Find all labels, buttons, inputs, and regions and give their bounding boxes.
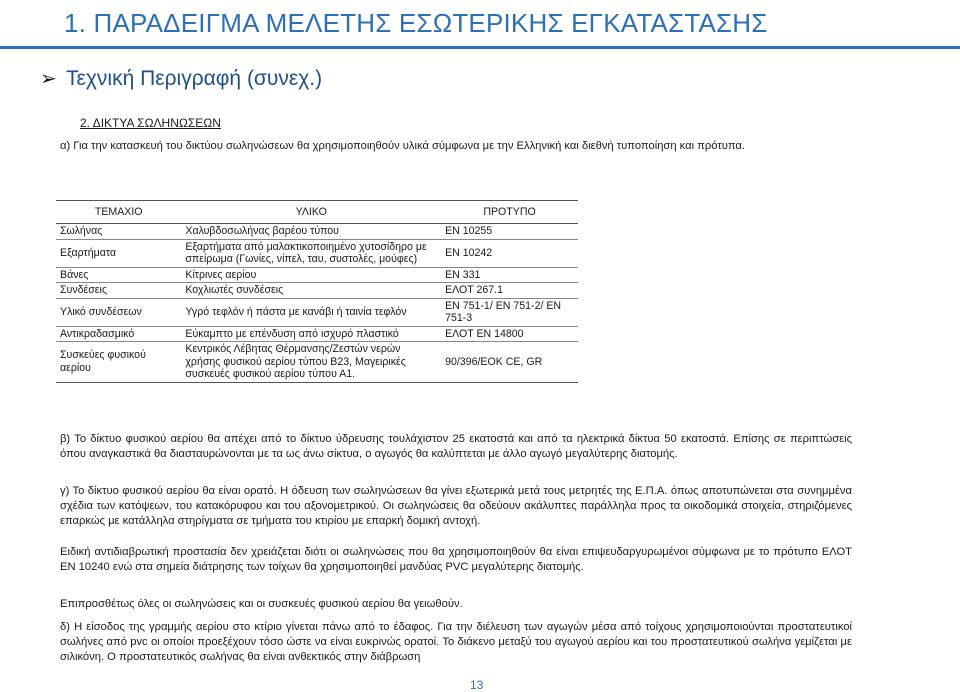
table-cell: EN 331 bbox=[441, 267, 578, 283]
header-item: ΤΕΜΑΧΙΟ bbox=[56, 201, 181, 224]
header-material: ΥΛΙΚΟ bbox=[181, 201, 441, 224]
section-heading: 2. ΔΙΚΤΥΑ ΣΩΛΗΝΩΣΕΩΝ bbox=[80, 116, 221, 130]
table-cell: Κοχλιωτές συνδέσεις bbox=[181, 283, 441, 299]
table-row bbox=[56, 326, 578, 342]
table-header-row bbox=[56, 201, 578, 224]
header-standard: ΠΡΟΤΥΠΟ bbox=[441, 201, 578, 224]
table-cell: Χαλυβδοσωλήνας βαρέου τύπου bbox=[181, 224, 441, 240]
table-cell: Υγρό τεφλόν ή πάστα με κανάβι ή ταινία τεφλόν bbox=[181, 298, 441, 326]
table-cell: 90/396/ΕΟΚ CE, GR bbox=[441, 342, 578, 383]
table-cell: Σωλήνας bbox=[56, 224, 181, 240]
subtitle-text: Τεχνική Περιγραφή (συνεχ.) bbox=[66, 67, 323, 90]
table-cell: Υλικό συνδέσεων bbox=[56, 298, 181, 326]
paragraph-grounding: Επιπροσθέτως όλες οι σωληνώσεις και οι συσκευές φυσικού αερίου θα γειωθούν. bbox=[60, 598, 463, 610]
materials-table bbox=[56, 200, 578, 383]
table-cell: EN 10242 bbox=[441, 239, 578, 267]
table-row bbox=[56, 283, 578, 299]
table-cell: EN 751-1/ EN 751-2/ EN 751-3 bbox=[441, 298, 578, 326]
paragraph-c: γ) Το δίκτυο φυσικού αερίου θα είναι ορατό. Η όδευση των σωληνώσεων θα γίνει εξωτερικά μετά τους μετρητές της Ε.Π.Α. όπως αποτυπώνεται στα συνημμένα σχέδια των κατόψεων, του κατακόρυφου και του αξονομετρικού. Οι σωληνώσεις θα οδεύουν ακάλυπτες παράλληλα προς τα οικοδομικά στοιχεία, στηριζόμενες επαρκώς με κατάλληλα στηρίγματα σε τμήματα του κτιρίου με επαρκή δομική αντοχή. bbox=[60, 485, 852, 527]
table-row bbox=[56, 267, 578, 283]
paragraph-b: β) Το δίκτυο φυσικού αερίου θα απέχει από το δίκτυο ύδρευσης τουλάχιστον 25 εκατοστά και από τα ηλεκτρικά δίκτυα 50 εκατοστά. Επίσης σε περιπτώσεις όπου αναγκαστικά θα διασταυρώνονται με τα ως άνω σίκτυα, ο αγωγός θα καλύπτεται με άλλο αγωγό μεγαλύτερης διατομής. bbox=[60, 433, 852, 460]
table-cell: Κεντρικός Λέβητας Θέρμανσης/Ζεστών νερών χρήσης φυσικού αερίου τύπου Β23, Μαγειρικές συσκευές φυσικού αερίου τύπου Α1. bbox=[181, 342, 441, 383]
page-number: 13 bbox=[470, 678, 484, 692]
table-cell: ΕΛΟΤ 267.1 bbox=[441, 283, 578, 299]
table-cell: Κίτρινες αερίου bbox=[181, 267, 441, 283]
title-underline bbox=[0, 46, 960, 49]
table-row bbox=[56, 342, 578, 383]
table-cell: Εύκαμπτο με επένδυση από ισχυρό πλαστικό bbox=[181, 326, 441, 342]
table-cell: Εξαρτήματα από μαλακτικοποιημένο χυτοσίδηρο με σπείρωμα (Γωνίες, νίπελ, ταυ, συστολές, μούφες) bbox=[181, 239, 441, 267]
table-row bbox=[56, 239, 578, 267]
subtitle bbox=[40, 66, 322, 91]
paragraph-protection: Ειδική αντιδιαβρωτική προστασία δεν χρειάζεται διότι οι σωληνώσεις που θα χρησιμοποιηθούν θα είναι επιψευδαργυρωμένοι σύμφωνα με το πρότυπο ΕΛΟΤ EN 10240 ενώ στα σημεία διάτρησης των τοίχων θα χρησιμοποιηθεί μανδύας PVC μεγαλύτερης διατομής. bbox=[60, 546, 852, 573]
paragraph-a: α) Για την κατασκευή του δικτύου σωληνώσεων θα χρησιμοποιηθούν υλικά σύμφωνα με την Ελληνική και διεθνή τυποποίηση και πρότυπα. bbox=[60, 140, 745, 152]
table-row bbox=[56, 224, 578, 240]
table-cell: Εξαρτήματα bbox=[56, 239, 181, 267]
paragraph-d: δ) Η είσοδος της γραμμής αερίου στο κτίριο γίνεται πάνω από το έδαφος. Για την διέλευση των αγωγών μέσα από τοίχους χρησιμοποιούνται προστατευτικοί σωλήνες από pvc οι οποίοι προεξέχουν τόσο ώστε να είναι ευκρινώς ορατοί. Το διάκενο μεταξύ του αγωγού αερίου και του προστατευτικού σωλήνα γεμίζεται με σιλικόνη. Ο προστατευτικός σωλήνας θα είναι ανθεκτικός στην διάβρωση bbox=[60, 621, 852, 663]
page-title: 1. ΠΑΡΑΔΕΙΓΜΑ ΜΕΛΕΤΗΣ ΕΣΩΤΕΡΙΚΗΣ ΕΓΚΑΤΑΣΤΑΣΗΣ bbox=[64, 8, 768, 38]
table-cell: Συσκεύες φυσικού αερίου bbox=[56, 342, 181, 383]
table-row bbox=[56, 298, 578, 326]
table-cell: EN 10255 bbox=[441, 224, 578, 240]
table-cell: Αντικραδασμικό bbox=[56, 326, 181, 342]
table-cell: Συνδέσεις bbox=[56, 283, 181, 299]
arrow-bullet-icon: ➢ bbox=[40, 68, 57, 90]
table-cell: ΕΛΟΤ EN 14800 bbox=[441, 326, 578, 342]
table-cell: Βάνες bbox=[56, 267, 181, 283]
